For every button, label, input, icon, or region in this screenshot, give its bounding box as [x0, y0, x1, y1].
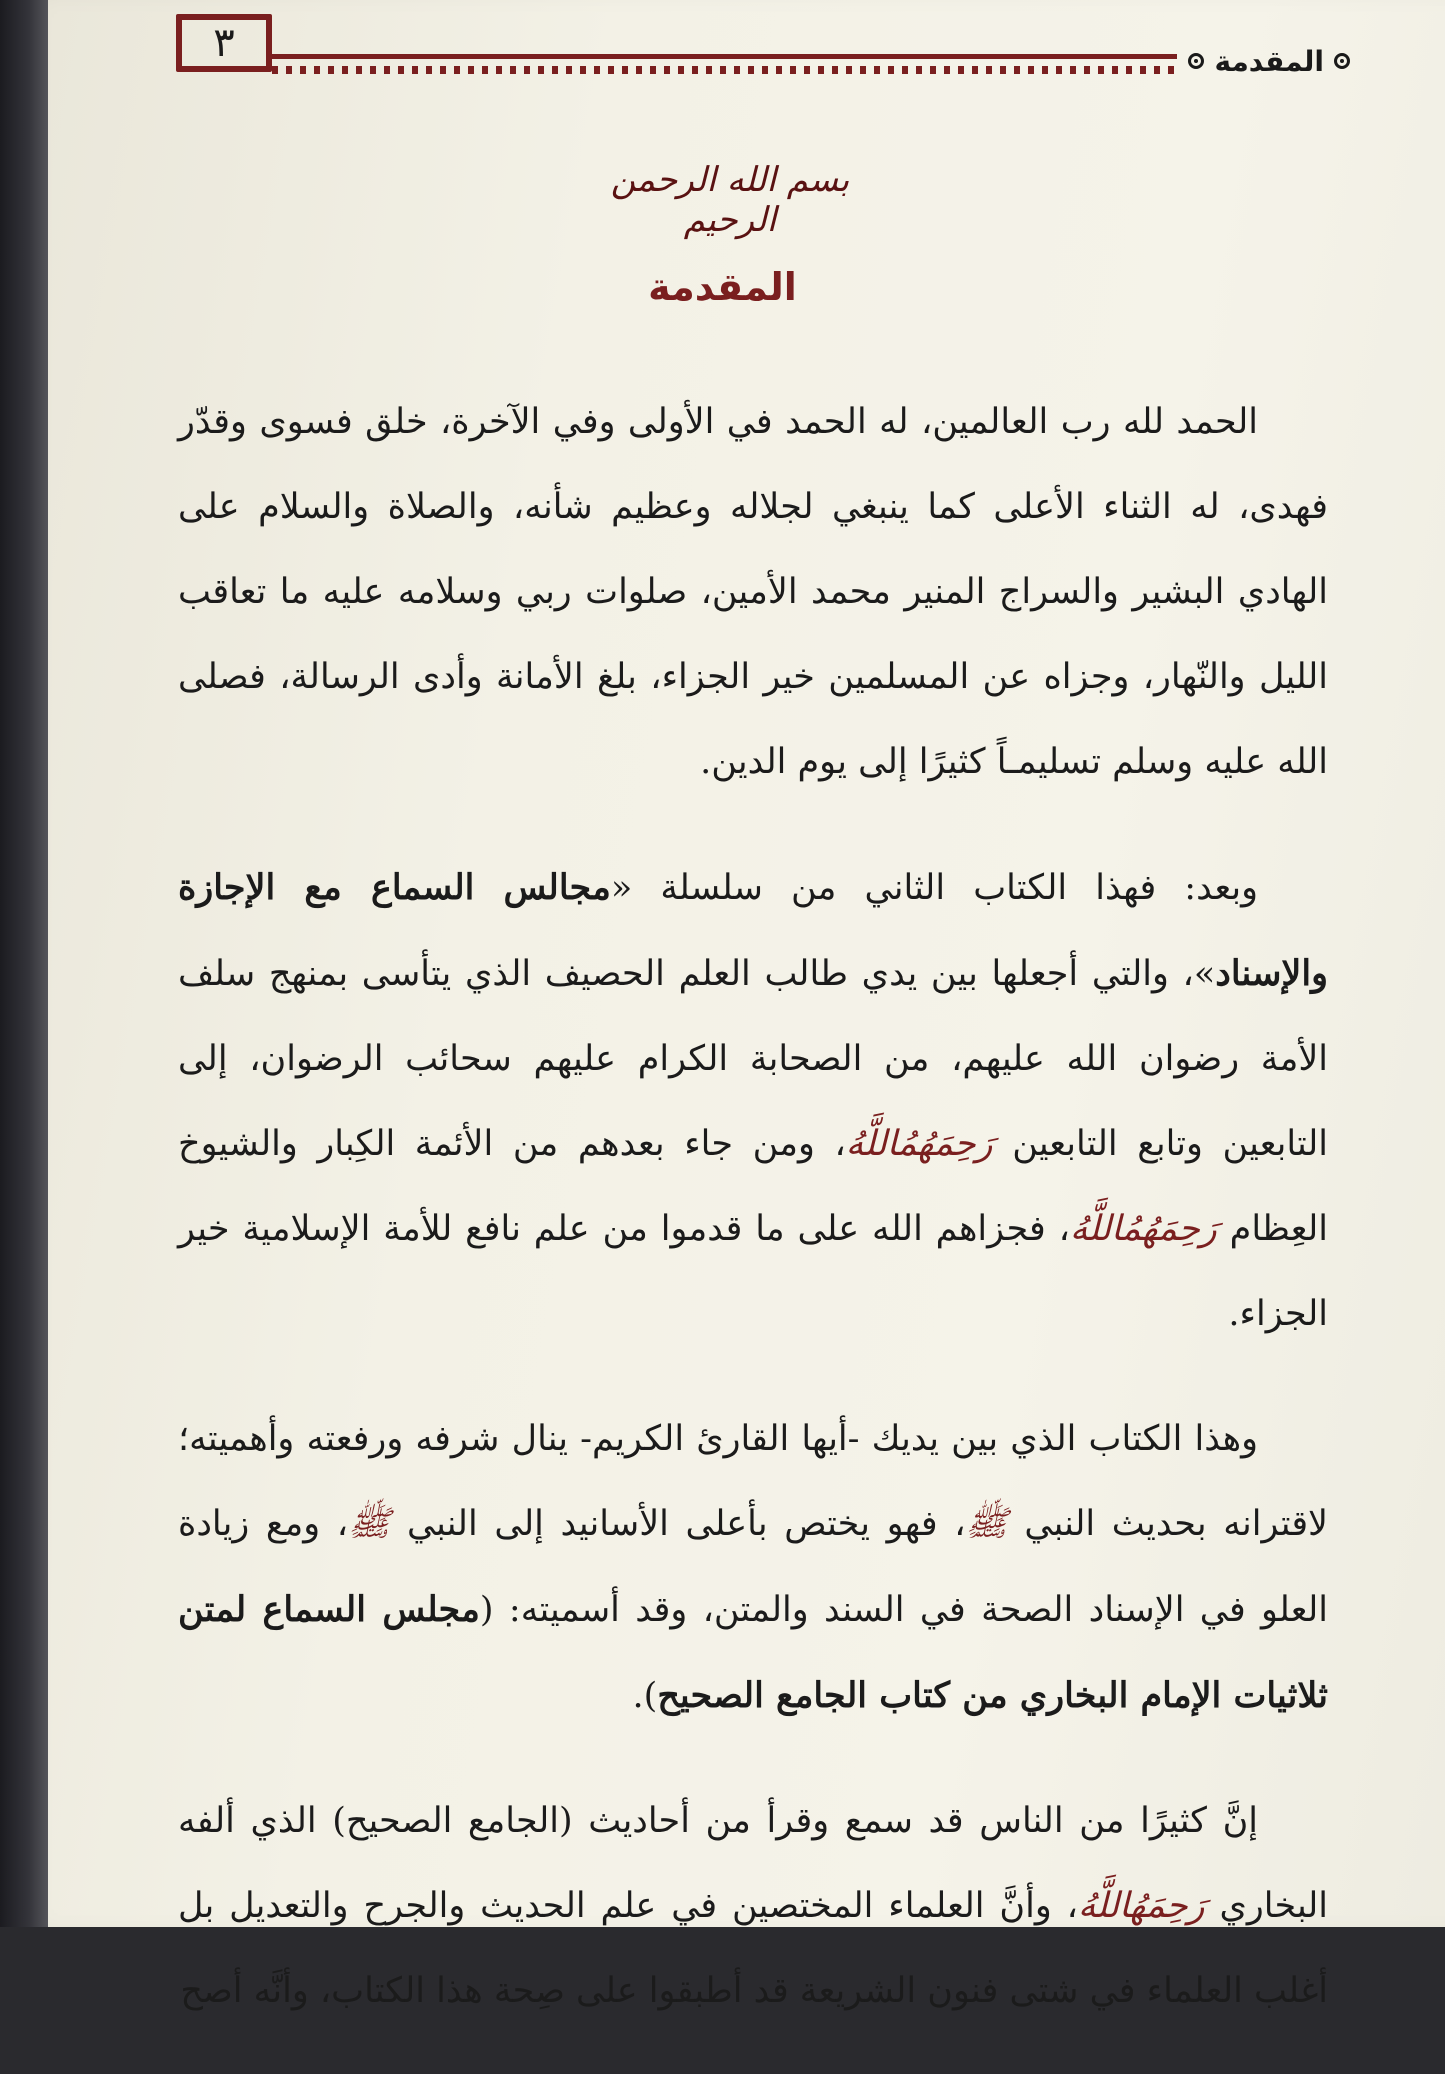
honorific: رَحِمَهُاللَّهُ	[1077, 1886, 1205, 1926]
page-heading: المقدمة	[648, 265, 797, 309]
honorific: رَحِمَهُمُاللَّهُ	[1069, 1209, 1217, 1249]
basmala: بسم الله الرحمن الرحيم	[610, 160, 850, 240]
paragraph: الحمد لله رب العالمين، له الحمد في الأولى وفي الآخرة، خلق فسوى وقدّر فهدى، له الثناء الأعلى كما ينبغي لجلاله وعظيم شأنه، والصلاة والسلام على الهادي البشير والسراج المنير محمد الأمين، صلوات ربي وسلامه عليه ما تعاقب الليل والنّهار، وجزاه عن المسلمين خير الجزاء، بلغ الأمانة وأدى الرسالة، فصلى الله عليه وسلم تسليمـاً كثيرًا إلى يوم الدين.	[178, 402, 1328, 782]
page-header	[170, 14, 1350, 84]
header-dotted-rule	[272, 66, 1177, 74]
book-title: مجلس السماع لمتن ثلاثيات الإمام البخاري من كتاب الجامع الصحيح	[178, 1589, 1328, 1716]
honorific: ﷺ	[348, 1504, 391, 1544]
honorific: رَحِمَهُمُاللَّهُ	[845, 1124, 993, 1164]
paragraph: وبعد: فهذا الكتاب الثاني من سلسلة «مجالس السماع مع الإجازة والإسناد»، والتي أجعلها بين يدي طالب العلم الحصيف الذي يتأسى بمنهج سلف الأمة رضوان الله عليهم، من الصحابة الكرام عليهم سحائب الرضوان، إلى التابعين وتابع التابعين رَحِمَهُمُاللَّهُ، ومن جاء بعدهم من الأئمة الكِبار والشيوخ العِظام رَحِمَهُمُاللَّهُ، فجزاهم الله على ما قدموا من علم نافع للأمة الإسلامية خير الجزاء.	[178, 867, 1328, 1334]
header-rule	[272, 54, 1177, 59]
bullet-dot-icon	[1334, 53, 1350, 69]
series-title: مجالس السماع مع الإجازة والإسناد	[178, 867, 1328, 994]
page-number: ٣	[213, 20, 235, 66]
paragraph: وهذا الكتاب الذي بين يديك -أيها القارئ الكريم- ينال شرفه ورفعته وأهميته؛ لاقترانه بحديث النبي ﷺ، فهو يختص بأعلى الأسانيد إلى النبي ﷺ، ومع زيادة العلو في الإسناد الصحة في السند والمتن، وقد أسميته: (مجلس السماع لمتن ثلاثيات الإمام البخاري من كتاب الجامع الصحيح).	[178, 1419, 1329, 1716]
bullet-dot-icon	[1188, 53, 1204, 69]
page-number-box	[176, 14, 272, 72]
body-text	[178, 380, 1328, 2074]
running-title	[1188, 36, 1350, 86]
honorific: ﷺ	[965, 1504, 1008, 1544]
running-title-text: المقدمة	[1214, 44, 1324, 78]
paragraph: إنَّ كثيرًا من الناس قد سمع وقرأ من أحاديث (الجامع الصحيح) الذي ألفه البخاري رَحِمَهُاللَّهُ، وأنَّ العلماء المختصين في علم الحديث والجرح والتعديل بل أغلب العلماء في شتى فنون الشريعة قد أطبقوا على صِحة هذا الكتاب، وأنَّه أصح	[178, 1801, 1328, 2011]
